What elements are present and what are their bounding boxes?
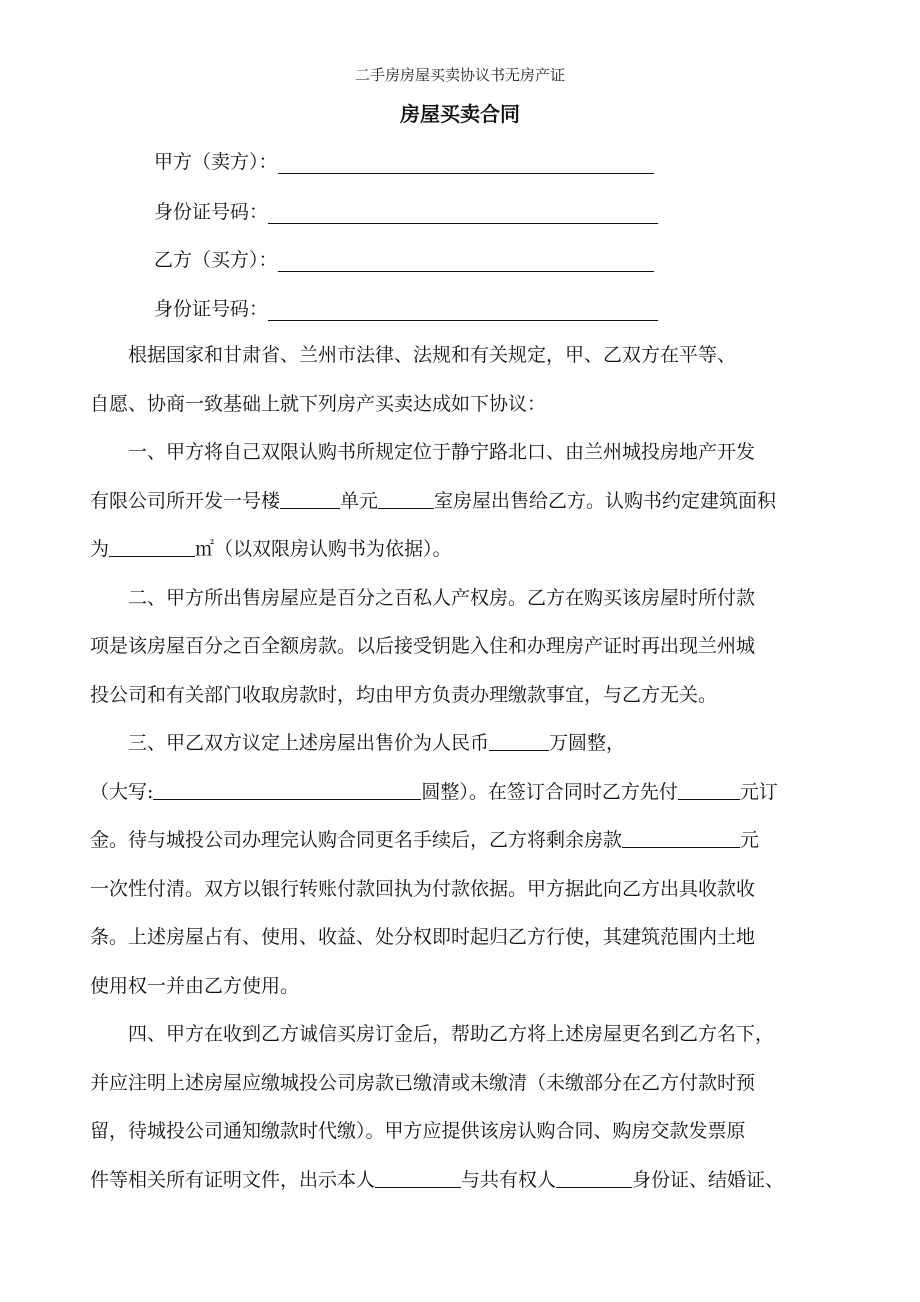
intro-line-1: 根据国家和甘肃省、兰州市法律、法规和有关规定，甲、乙双方在平等、 (128, 344, 737, 366)
clause-4 (90, 1010, 845, 1204)
id-b-label: 身份证号码： (154, 298, 269, 320)
clause-1-text-d: 为 (90, 538, 110, 560)
clause-3-text-a: 三、甲乙双方议定上述房屋出售价为人民币 (128, 732, 490, 754)
party-a-label: 甲方（卖方）： (154, 151, 278, 173)
clause-3-line-1 (90, 719, 845, 768)
clause-1-text-a: 有限公司所开发一号楼 (90, 489, 281, 512)
balance-blank (622, 827, 740, 848)
party-b-field (154, 242, 654, 272)
party-a-field (154, 144, 654, 174)
document-title: 房屋买卖合同 (400, 102, 520, 126)
contract-body (90, 331, 845, 1204)
clause-3-line-4: 一次性付清。双方以银行转账付款回执为付款依据。甲方据此向乙方出具收款收 (90, 877, 756, 900)
price-words-blank (153, 779, 421, 800)
owner-blank (375, 1167, 461, 1188)
intro-paragraph (90, 331, 845, 428)
id-b-field (154, 291, 658, 321)
clause-4-line-4 (90, 1156, 845, 1205)
clause-3-text-e: 元订 (739, 780, 778, 803)
document-header: 二手房房屋买卖协议书无房产证 (354, 66, 565, 84)
clause-3-text-g: 元 (740, 829, 760, 851)
id-a-label: 身份证号码： (154, 201, 269, 223)
clause-3-line-6: 使用权一并由乙方使用。 (90, 974, 300, 997)
clause-4-line-1: 四、甲方在收到乙方诚信买房订金后，帮助乙方将上述房屋更名到乙方名下， (128, 1023, 775, 1045)
party-b-label: 乙方（买方）： (154, 249, 278, 271)
clause-3-text-b: 万圆整， (549, 732, 626, 754)
clause-1-text-e: ㎡（以双限房认购书为依据）。 (195, 538, 452, 560)
clause-1-line-1: 一、甲方将自己双限认购书所规定位于静宁路北口、由兰州城投房地产开发 (128, 441, 756, 463)
clause-4-text-b: 与共有权人 (461, 1168, 557, 1191)
clause-4-text-a: 件等相关所有证明文件，出示本人 (90, 1168, 376, 1191)
deposit-blank (678, 779, 740, 800)
id-a-field (154, 194, 658, 224)
clause-4-text-c: 身份证、结婚证、 (632, 1168, 785, 1191)
clause-3-text-f: 金。待与城投公司办理完认购合同更名手续后，乙方将剩余房款 (90, 829, 623, 851)
clause-1-text-c: 室房屋出售给乙方。认购书约定建筑面积 (434, 489, 777, 512)
id-a-blank (268, 201, 658, 224)
clause-1-text-b: 单元 (340, 489, 379, 512)
clause-1 (90, 428, 845, 574)
clause-2 (90, 574, 845, 720)
party-a-blank (278, 151, 654, 174)
clause-3-line-2 (90, 768, 845, 817)
clause-1-line-3 (90, 525, 845, 574)
clause-3-text-c: （大写: (90, 780, 154, 803)
clause-3-line-5: 条。上述房屋占有、使用、收益、处分权即时起归乙方行使，其建筑范围内土地 (90, 926, 756, 948)
area-blank (109, 536, 195, 557)
clause-1-line-2 (90, 477, 845, 526)
clause-3-line-3 (90, 816, 845, 865)
party-b-blank (278, 249, 654, 272)
intro-line-2: 自愿、协商一致基础上就下列房产买卖达成如下协议： (90, 392, 547, 415)
clause-2-line-3: 投公司和有关部门收取房款时，均由甲方负责办理缴款事宜，与乙方无关。 (90, 683, 718, 706)
room-blank (378, 488, 434, 509)
price-blank (489, 730, 549, 751)
clause-3 (90, 719, 845, 1010)
unit-blank (280, 488, 340, 509)
clause-4-line-2: 并应注明上述房屋应缴城投公司房款已缴清或未缴清（未缴部分在乙方付款时预 (90, 1071, 756, 1094)
coowner-blank (556, 1167, 632, 1188)
clause-2-line-1: 二、甲方所出售房屋应是百分之百私人产权房。乙方在购买该房屋时所付款 (128, 586, 756, 609)
clause-3-text-d: 圆整）。在签订合同时乙方先付 (421, 780, 678, 803)
clause-4-line-3: 留，待城投公司通知缴款时代缴）。甲方应提供该房认购合同、购房交款发票原 (90, 1120, 746, 1142)
clause-2-line-2: 项是该房屋百分之百全额房款。以后接受钥匙入住和办理房产证时再出现兰州城 (90, 635, 756, 657)
id-b-blank (268, 298, 658, 321)
